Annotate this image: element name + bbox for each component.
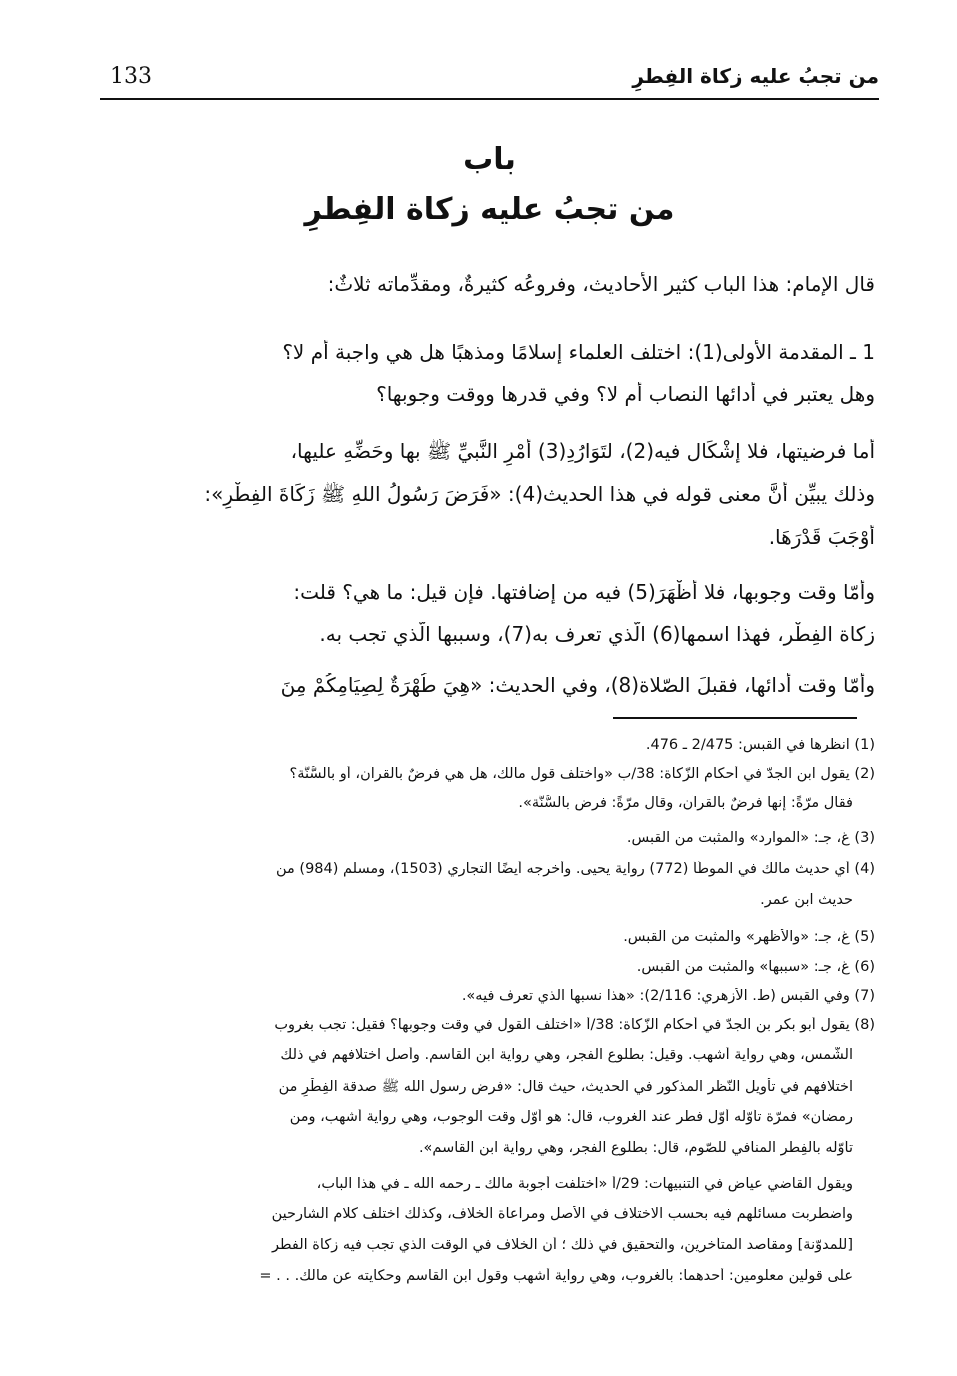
footnote-line: (6) غ، جـ: «سببها» والمثبت من القبس. — [636, 959, 875, 975]
body-line: أَوْجَبَ قَدْرَهَا. — [768, 525, 875, 549]
header-rule — [100, 98, 879, 100]
body-line: وأمّا وقت أدائها، فقبلَ الصّلاة(8)، وفي الحديث: «هِيَ طُهْرَةٌ لِصِيَامِكُمْ مِنَ — [280, 673, 875, 697]
chapter-kicker: باب — [463, 142, 516, 177]
footnote-line: (7) وفي القبس (ط. الأزهري: 2/116): «هذا نسبها الذي تعرف فيه». — [461, 988, 875, 1004]
footnote-line: (1) انظرها في القبس: 2/475 ـ 476. — [645, 737, 875, 753]
footnote-line: (3) غ، جـ: «الموارد» والمثبت من القبس. — [626, 830, 875, 846]
page-number: 133 — [110, 64, 152, 89]
footnote-line: ويقول القاضي عياض في التنبيهات: 29/أ «اختلفت أجوبة مالك ـ رحمه الله ـ في هذا الباب، — [316, 1176, 853, 1192]
body-line: 1 ـ المقدمة الأولى(1): اختلف العلماء إسلامًا ومذهبًا هل هي واجبة أم لا؟ — [282, 340, 875, 364]
footnote-line: (8) يقول أبو بكر بن الجدّ في أحكام الزّكاة: 38/أ «اختلف القول في وقت وجوبها؟ فقيل: تجب بغروب — [274, 1017, 875, 1033]
footnote-line: تأوّله بالفِطْرِ المنافي للصّوم، قال: بطلوع الفجر، وهي رواية ابن القاسم». — [418, 1140, 853, 1156]
body-line: قال الإمام: هذا الباب كثير الأحاديث، وفروعُه كثيرةٌ، ومقدِّماته ثلاثٌ: — [327, 272, 875, 296]
footnote-line: [للمدوّنة] ومقاصد المتأخرين، والتحقيق في ذلك ؛ أن الخلاف في الوقت الذي تجب فيه زكاة الفطر — [272, 1237, 853, 1253]
footnote-line: اختلافهم في تأويل النّظر المذكور في الحديث، حيث قال: «فرض رسول الله ﷺ صدقة الفِطْرِ من — [278, 1079, 853, 1095]
body-line: زكاة الفِطْر، فهذا اسمها(6) الّذي تعرف به(7)، وسببها الّذي تجب به. — [319, 622, 875, 646]
footnote-line: رمضان» فمرّة تأوّله أوّل فطر عند الغروب، قال: هو أوّل وقت الوجوب، وهي رواية أشهب، ومن — [289, 1109, 853, 1125]
footnote-line: على قولين معلومين: أحدهما: بالغروب، وهي رواية أشهب وقول ابن القاسم وحكايته عن مالك. . . = — [259, 1268, 853, 1284]
running-title: من تجبُ عليه زكاة الفِطرِ — [632, 64, 879, 88]
footnote-line: فقال مرّةً: إنها فرضٌ بالقرآن، وقال مرّةً: فرض بالسُّنَّة». — [518, 795, 853, 811]
chapter-title: من تجبُ عليه زكاة الفِطرِ — [304, 192, 675, 227]
body-line: أما فرضيتها، فلا إشْكَال فيه(2)، لتَوَارُدِ(3) أَمْرِ النَّبيِّ ﷺ بها وحَضِّهِ عليها، — [290, 439, 875, 463]
footnote-line: حديث ابن عمر. — [760, 892, 853, 908]
footnote-line: (5) غ، جـ: «والأظهر» والمثبت من القبس. — [623, 929, 875, 945]
footnote-line: واضطربت مسائلهم فيه بحسب الاختلاف في الأصل ومراعاة الخلاف، وكذلك اختلف كلام الشارحين — [271, 1206, 853, 1222]
footnote-line: الشّمس، وهي رواية أشهب. وقيل: بطلوع الفجر، وهي رواية ابن القاسم. وأصل اختلافهم في ذلك — [280, 1047, 853, 1063]
footnote-separator — [613, 717, 857, 719]
body-line: وذلك يبيِّن أنَّ معنى قوله في هذا الحديث(4): «فَرَضَ رَسُولُ اللهِ ﷺ زَكَاةَ الفِطْرِ»: — [204, 482, 875, 506]
page-header — [100, 58, 879, 98]
footnote-line: (4) أي حديث مالك في الموطّأ (772) رواية يحيى. وأخرجه أيضًا التجاري (1503)، ومسلم (984) من — [276, 861, 875, 877]
footnote-line: (2) يقول ابن الجدّ في أحكام الزّكاة: 38/ب «واختلف قول مالك، هل هي فرضٌ بالقرآن، أو بالسُّنَّة؟ — [289, 766, 875, 782]
body-line: وأمّا وقت وجوبها، فلا أَظْهَرَ(5) فيه من إضافتها. فإن قيل: ما هي؟ قلت: — [293, 580, 875, 604]
body-line: وهل يعتبر في أدائها النصاب أم لا؟ وفي قدرها ووقت وجوبها؟ — [376, 382, 875, 406]
